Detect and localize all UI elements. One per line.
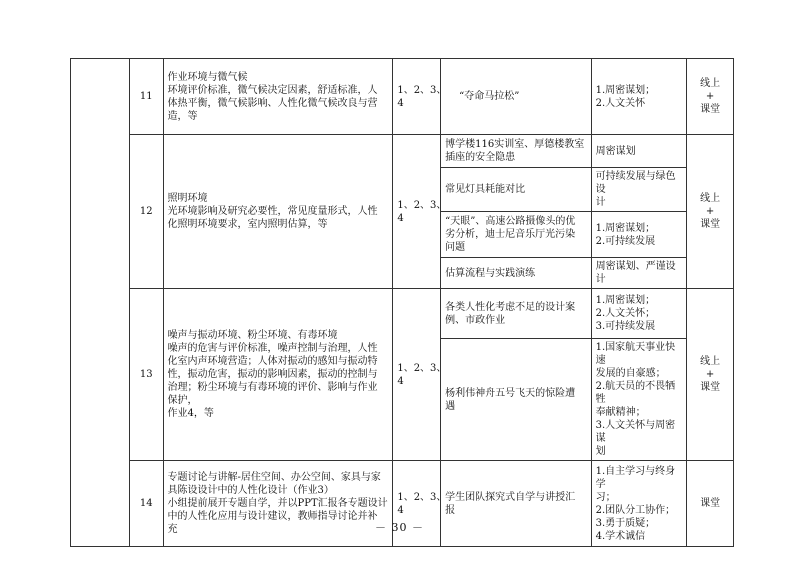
goal-cell: 周密谋划、严谨设计 [591,258,687,289]
teaching-mode-cell: 线上 + 课堂 [687,289,734,461]
case-cell: 学生团队探究式自学与讲授汇 报 [441,461,591,547]
row-number: 11 [129,59,163,135]
goal-cell: 周密谋划 [591,135,687,168]
case-cell: “夺命马拉松” [441,59,591,135]
teaching-mode-cell: 线上 + 课堂 [687,59,734,135]
row-number: 12 [129,135,163,289]
table-row [71,289,734,339]
case-cell: “天眼”、高速公路摄像头的优 劣分析，迪士尼音乐厅光污染 问题 [441,212,591,258]
blank-merged-cell [71,59,130,547]
goal-cell: 1.周密谋划； 2.人文关怀； 3.可持续发展 [591,289,687,339]
case-cell: 博学楼116实训室、厚德楼教室 插座的安全隐患 [441,135,591,168]
teaching-mode-cell: 线上 + 课堂 [687,135,734,289]
method-cell: 1、2、3、 4 [393,289,441,461]
goal-cell: 1.国家航天事业快速 发展的自豪感； 2.航天员的不畏牺牲 奉献精神； 3.人文关怀与周密谋 划 [591,339,687,461]
table-row [71,135,734,168]
row-number: 14 [129,461,163,547]
content-cell: 噪声与振动环境、粉尘环境、有毒环境 噪声的危害与评价标准，噪声控制与治理，人性 化室内声环境营造；人体对振动的感知与振动特 性，振动危害，振动的影响因素，振动的控制与 治理；粉尘环境与有毒环境的评价、影响与作业 保护， 作业4，等 [163,289,393,461]
case-cell: 杨利伟神舟五号飞天的惊险遭 遇 [441,339,591,461]
method-cell: 1、2、3、 4 [393,461,441,547]
teaching-mode-cell: 课堂 [687,461,734,547]
table-row [71,59,734,135]
method-cell: 1、2、3、 4 [393,59,441,135]
method-cell: 1、2、3、 4 [393,135,441,289]
goal-cell: 1.周密谋划； 2.人文关怀 [591,59,687,135]
goal-cell: 1.周密谋划； 2.可持续发展 [591,212,687,258]
row-number: 13 [129,289,163,461]
case-cell: 常见灯具耗能对比 [441,168,591,212]
content-cell: 照明环境 光环境影响及研究必要性，常见度量形式，人性 化照明环境要求，室内照明估算，等 [163,135,393,289]
course-schedule-table [70,58,734,547]
content-cell: 作业环境与微气候 环境评价标准，微气候决定因素，舒适标准，人 体热平衡，微气候影响、人性化微气候改良与营 造，等 [163,59,393,135]
case-cell: 各类人性化考虑不足的设计案 例、市政作业 [441,289,591,339]
goal-cell: 1.自主学习与终身学 习； 2.团队分工协作； 3.勇于质疑； 4.学术诚信 [591,461,687,547]
goal-cell: 可持续发展与绿色设 计 [591,168,687,212]
page-number: － 30 － [375,521,424,534]
case-cell: 估算流程与实践演练 [441,258,591,289]
content-cell: 专题讨论与讲解-居住空间、办公空间、家具与家 具陈设设计中的人性化设计（作业3） 小组提前展开专题自学，并以PPT汇报各专题设计 中的人性化应用与设计建议，教师指导讨论并补 充 [163,461,393,547]
